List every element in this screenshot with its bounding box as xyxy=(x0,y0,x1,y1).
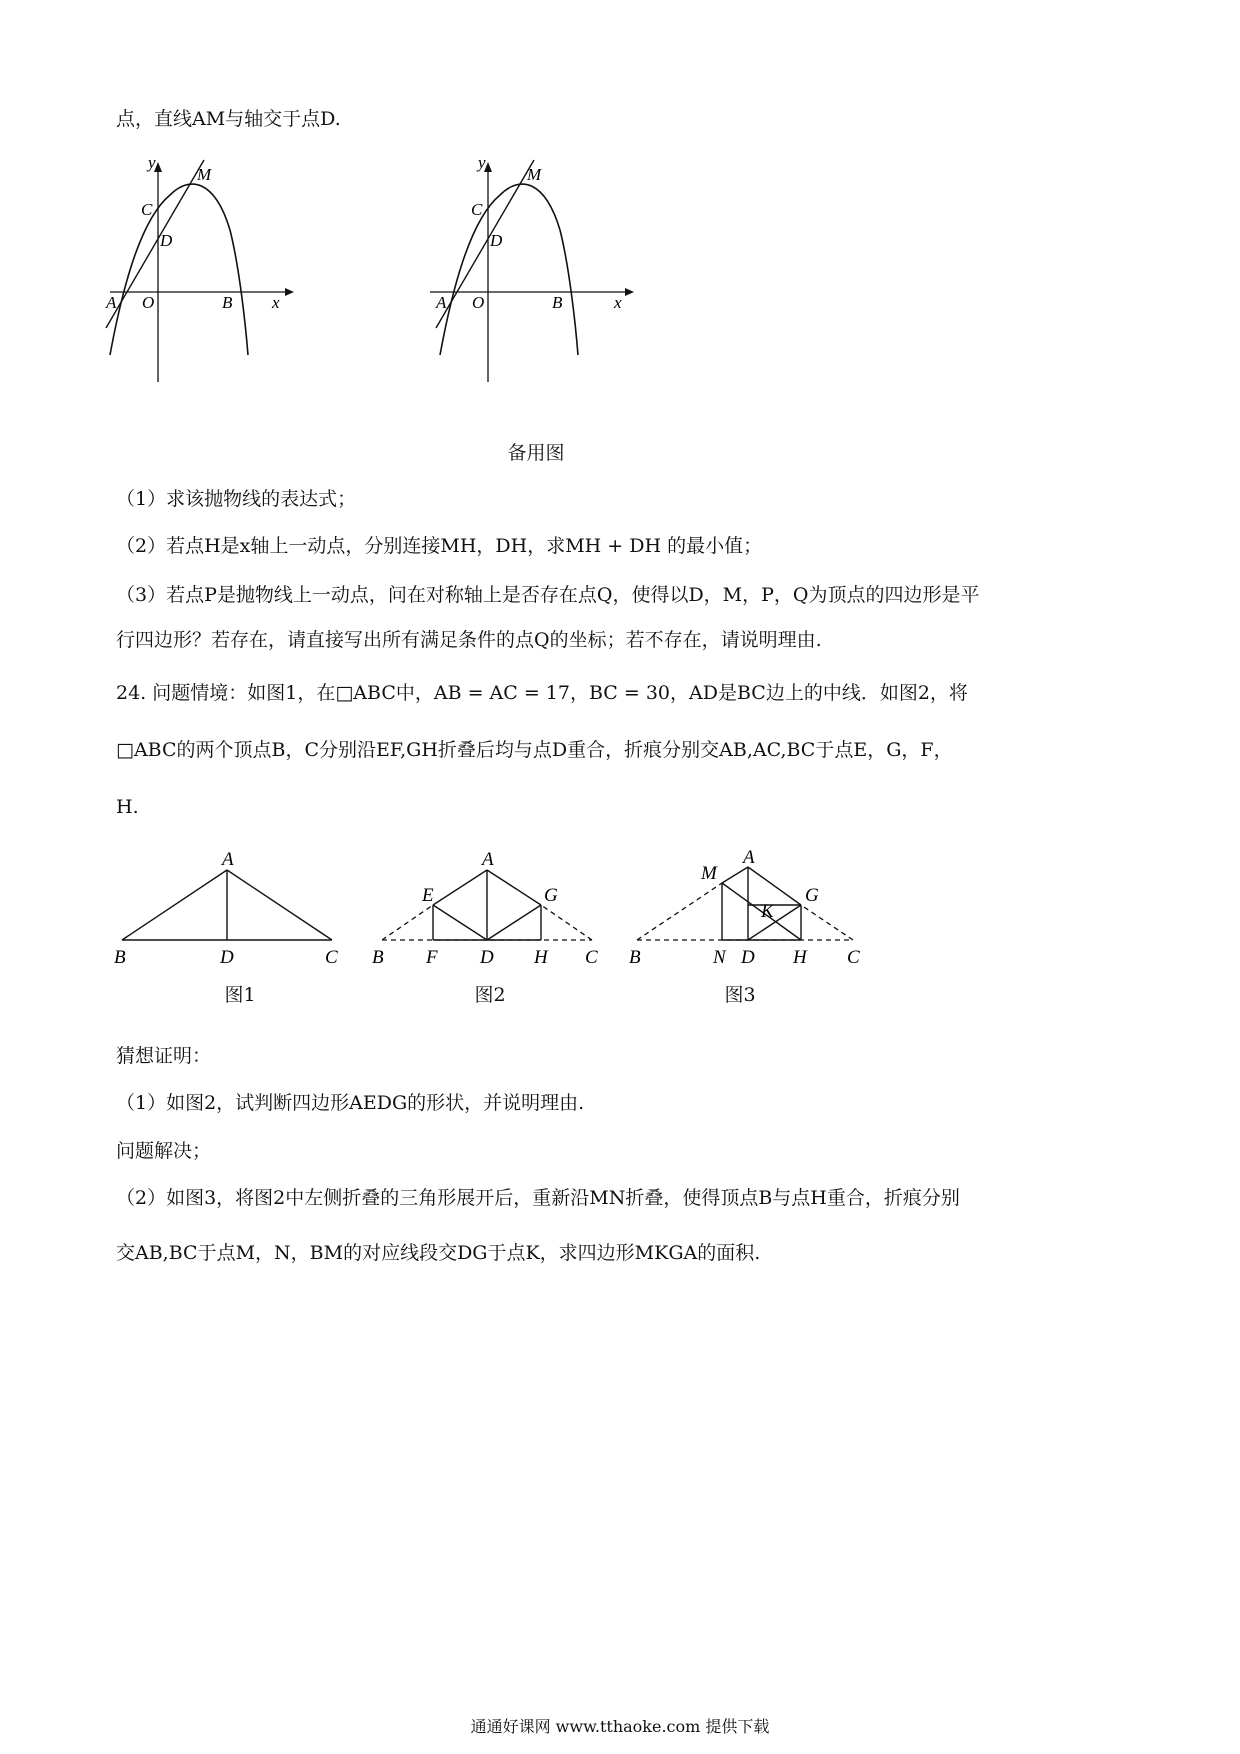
triangle-figure-2 xyxy=(370,845,610,970)
page-footer: 通通好课网 www.tthaoke.com 提供下载 xyxy=(470,1717,770,1736)
svg-text:B: B xyxy=(552,293,563,312)
svg-text:H: H xyxy=(534,947,548,968)
svg-text:M: M xyxy=(527,165,542,184)
parabola-figure-main xyxy=(106,153,310,390)
parabola-figure-backup xyxy=(430,153,650,390)
svg-text:M: M xyxy=(701,863,717,884)
label-x: x xyxy=(272,293,280,312)
label-M: M xyxy=(197,165,212,184)
svg-text:G: G xyxy=(805,885,819,906)
label-y: y xyxy=(148,153,156,172)
q24-line3: H. xyxy=(116,796,139,818)
svg-text:G: G xyxy=(544,885,558,906)
svg-text:F: F xyxy=(426,947,438,968)
label-A: A xyxy=(106,293,117,312)
guess-proof-heading: 猜想证明： xyxy=(116,1045,212,1067)
svg-text:A: A xyxy=(482,849,494,870)
svg-text:K: K xyxy=(761,901,774,922)
svg-text:H: H xyxy=(793,947,807,968)
svg-text:D: D xyxy=(490,231,503,250)
figure-1-caption: 图1 xyxy=(224,984,256,1006)
svg-text:x: x xyxy=(614,293,622,312)
q23-part3-line1: （3）若点P是抛物线上一动点，问在对称轴上是否存在点Q，使得以D，M，P，Q为顶点的四边形是平 xyxy=(116,584,980,606)
backup-figure-caption: 备用图 xyxy=(507,442,565,464)
svg-text:B: B xyxy=(114,947,126,968)
svg-text:C: C xyxy=(847,947,860,968)
figure-2-caption: 图2 xyxy=(474,984,506,1006)
intro-line: 点，直线AM与轴交于点D. xyxy=(116,108,341,130)
svg-text:A: A xyxy=(222,849,234,870)
q24-line1: 24. 问题情境：如图1，在□ABC中，AB = AC = 17，BC = 30，AD是BC边上的中线．如图2，将 xyxy=(116,682,968,704)
svg-text:E: E xyxy=(422,885,434,906)
svg-text:D: D xyxy=(741,947,755,968)
svg-text:C: C xyxy=(471,200,483,219)
svg-text:C: C xyxy=(325,947,338,968)
svg-text:B: B xyxy=(372,947,384,968)
figure-3-caption: 图3 xyxy=(724,984,756,1006)
svg-text:D: D xyxy=(220,947,234,968)
svg-text:A: A xyxy=(743,847,755,868)
q23-part2: （2）若点H是x轴上一动点，分别连接MH，DH，求MH + DH 的最小值； xyxy=(116,535,763,557)
label-B: B xyxy=(222,293,233,312)
svg-text:B: B xyxy=(629,947,641,968)
triangle-figure-3 xyxy=(625,845,870,970)
svg-text:D: D xyxy=(480,947,494,968)
solve-heading: 问题解决； xyxy=(116,1140,212,1162)
label-D: D xyxy=(160,231,173,250)
q23-part1: （1）求该抛物线的表达式； xyxy=(116,488,357,510)
svg-text:N: N xyxy=(713,947,726,968)
svg-text:O: O xyxy=(472,293,485,312)
svg-text:A: A xyxy=(436,293,447,312)
label-O: O xyxy=(142,293,155,312)
label-C: C xyxy=(141,200,153,219)
svg-text:C: C xyxy=(585,947,598,968)
solve-part2-line2: 交AB,BC于点M，N，BM的对应线段交DG于点K，求四边形MKGA的面积. xyxy=(116,1242,761,1264)
guess-part1: （1）如图2，试判断四边形AEDG的形状，并说明理由. xyxy=(116,1092,585,1114)
q24-line2: □ABC的两个顶点B，C分别沿EF,GH折叠后均与点D重合，折痕分别交AB,AC,BC于点E，G，F， xyxy=(116,739,953,761)
q23-part3-line2: 行四边形？若存在，请直接写出所有满足条件的点Q的坐标；若不存在，请说明理由. xyxy=(116,629,822,651)
solve-part2-line1: （2）如图3，将图2中左侧折叠的三角形展开后，重新沿MN折叠，使得顶点B与点H重合，折痕分别 xyxy=(116,1187,960,1209)
triangle-figure-1 xyxy=(110,845,350,970)
svg-text:y: y xyxy=(478,153,486,172)
